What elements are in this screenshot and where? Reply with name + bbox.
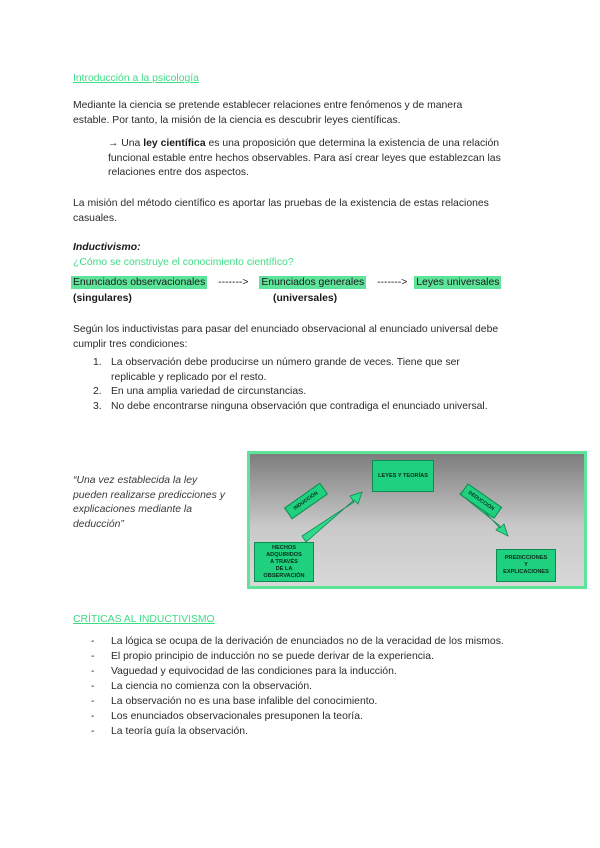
intro-line: Mediante la ciencia se pretende establecer relaciones entre fenómenos y de manera <box>73 100 463 111</box>
critica-text: Vaguedad y equivocidad de las condiciones para la inducción. <box>111 666 397 677</box>
criticas-title[interactable]: CRÍTICAS AL INDUCTIVISMO <box>73 614 215 625</box>
leyes-highlight: Leyes universales <box>416 277 500 288</box>
list-item <box>73 356 553 385</box>
list-item: - Los enunciados observacionales presuponen la teoría. <box>91 711 363 722</box>
gen-highlight: Enunciados generales <box>261 277 365 288</box>
arrow-1: -------> <box>218 277 249 288</box>
mision-line: casuales. <box>73 212 117 224</box>
predicciones-box <box>496 549 556 582</box>
condiciones-paragraph <box>73 323 548 352</box>
induccion-label: INDUCCIÓN <box>284 483 328 520</box>
quote-line: “Una vez establecida la ley <box>73 475 198 486</box>
conditions-list <box>73 356 553 414</box>
hechos-box <box>254 542 314 582</box>
list-item: - La teoría guía la observación. <box>91 726 248 737</box>
deduccion-label: DEDUCCIÓN <box>460 483 502 519</box>
critica-text: La ciencia no comienza con la observación. <box>111 681 313 692</box>
list-item: - La observación no es una base infalible del conocimiento. <box>91 696 378 707</box>
mision-line: La misión del método científico es aportar las pruebas de la existencia de estas relaciones <box>73 198 489 209</box>
condiciones-line: cumplir tres condiciones: <box>73 338 188 350</box>
pred-line: EXPLICACIONES <box>503 569 549 575</box>
ley-bold: ley científica <box>143 138 206 149</box>
quote <box>73 474 248 532</box>
hechos-line: A TRAVÉS <box>270 558 298 565</box>
list-item: - La lógica se ocupa de la derivación de enunciados no de la veracidad de los mismos. <box>91 636 504 647</box>
list-text: replicable y replicado por el resto. <box>111 371 267 383</box>
hechos-line: HECHOS <box>272 544 296 551</box>
induction-deduction-diagram <box>247 451 587 589</box>
list-item: - El propio principio de inducción no se puede derivar de la experiencia. <box>91 651 434 662</box>
hechos-line: ADQUIRIDOS <box>266 551 302 558</box>
induction-chain <box>71 277 501 288</box>
obs-highlight: Enunciados observacionales <box>73 277 206 288</box>
hechos-line: DE LA <box>275 565 293 572</box>
list-item: - La ciencia no comienza con la observación. <box>91 681 313 692</box>
inductivismo-title: Inductivismo: <box>73 242 141 253</box>
leyes-box: LEYES Y TEORÍAS <box>372 460 434 492</box>
critica-text: La lógica se ocupa de la derivación de enunciados no de la veracidad de los mismos. <box>111 636 504 647</box>
list-number: 3. <box>93 400 102 412</box>
mision-paragraph <box>73 197 543 226</box>
ley-line: relaciones entre dos aspectos. <box>108 167 249 178</box>
list-item <box>73 400 553 415</box>
ley-paragraph <box>108 137 533 181</box>
ley-line: funcional estable entre hechos observables. Para así crear leyes que establezcan las <box>108 152 501 164</box>
ley-prefix: → Una <box>108 138 144 149</box>
list-item <box>73 385 553 400</box>
quote-line: explicaciones mediante la <box>73 504 192 515</box>
list-item: - Vaguedad y equivocidad de las condiciones para la inducción. <box>91 666 397 677</box>
gen-sub: (universales) <box>273 293 338 304</box>
inductivismo-question: ¿Cómo se construye el conocimiento científico? <box>73 257 294 268</box>
critica-text: La teoría guía la observación. <box>111 726 248 737</box>
condiciones-line: Según los inductivistas para pasar del enunciado observacional al enunciado universal debe <box>73 324 499 335</box>
arrow-2: -------> <box>377 277 408 288</box>
obs-sub: (singulares) <box>73 293 132 304</box>
list-number: 2. <box>93 386 102 397</box>
section-heading[interactable]: Introducción a la psicología <box>73 73 199 84</box>
list-text: No debe encontrarse ninguna observación que contradiga el enunciado universal. <box>111 400 488 412</box>
intro-line: estable. Por tanto, la misión de la ciencia es descubrir leyes científicas. <box>73 114 401 126</box>
ley-rest: es una proposición que determina la existencia de una relación <box>205 138 500 149</box>
criticas-list <box>73 634 553 739</box>
critica-text: El propio principio de inducción no se puede derivar de la experiencia. <box>111 651 434 662</box>
list-text: La observación debe producirse un número grande de veces. Tiene que ser <box>111 357 460 368</box>
list-text: En una amplia variedad de circunstancias. <box>111 386 307 397</box>
hechos-line: OBSERVACIÓN <box>263 572 305 579</box>
intro-paragraph <box>73 99 543 128</box>
critica-text: Los enunciados observacionales presuponen la teoría. <box>111 711 363 722</box>
pred-line: PREDICCIONES <box>504 555 548 561</box>
quote-line: deducción” <box>73 518 124 530</box>
quote-line: pueden realizarse predicciones y <box>73 489 225 501</box>
critica-text: La observación no es una base infalible del conocimiento. <box>111 696 378 707</box>
list-number: 1. <box>93 357 102 368</box>
pred-line: Y <box>524 562 528 568</box>
